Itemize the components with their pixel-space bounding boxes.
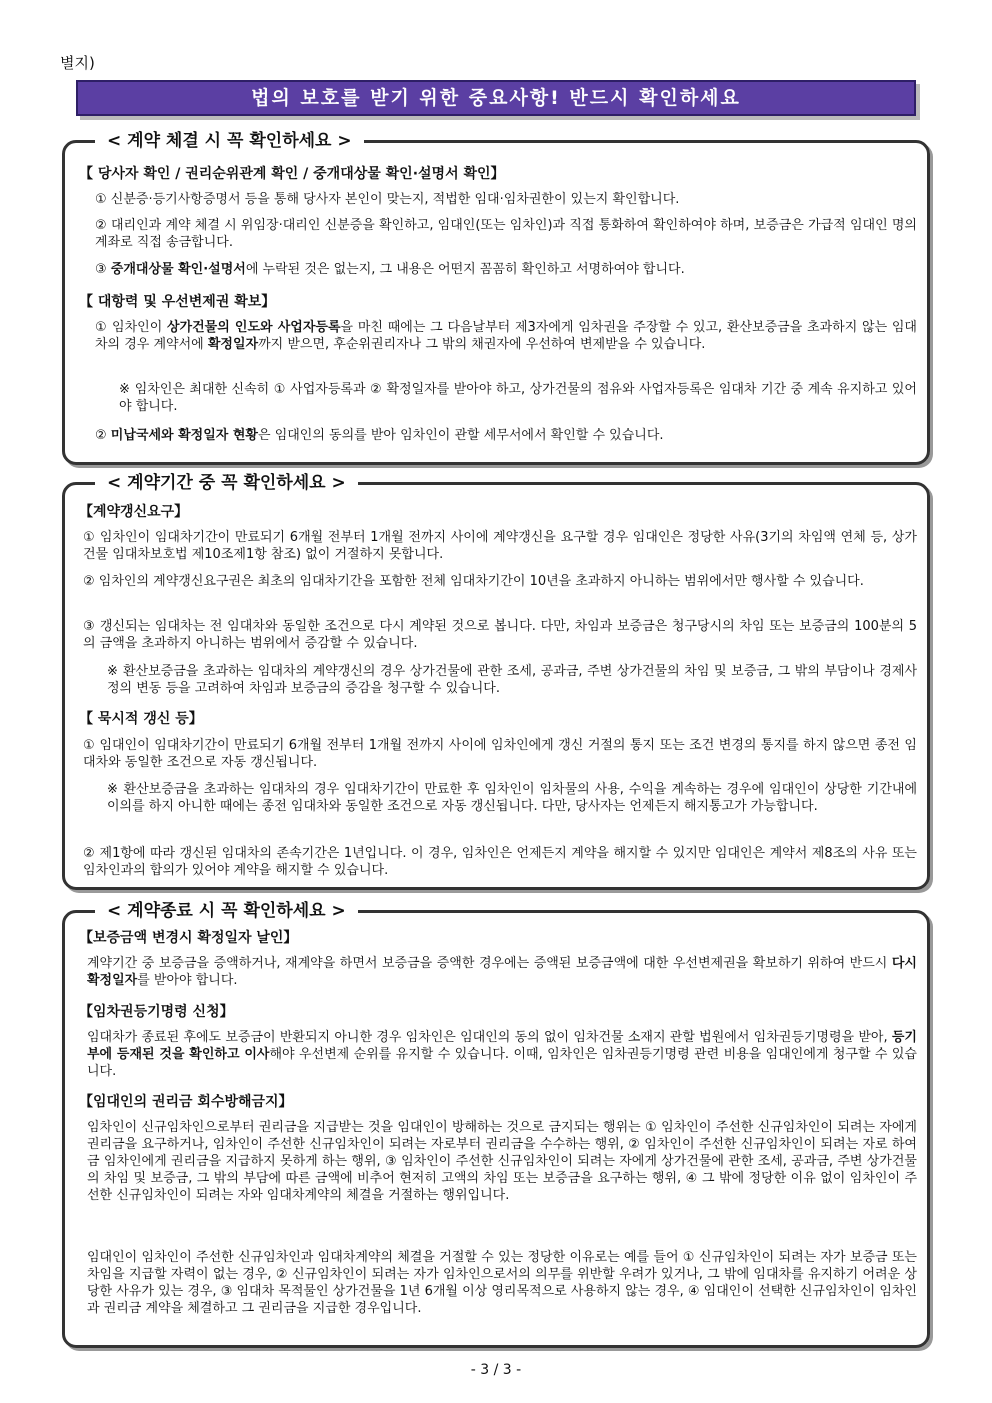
page-label: 별지) [60, 54, 95, 72]
section-contract-termination [62, 901, 930, 1348]
section-title: < 계약종료 시 꼭 확인하세요 > [95, 899, 358, 923]
section-contract-signing [62, 131, 930, 465]
subheading: 【 대항력 및 우선변제권 확보】 [79, 294, 276, 310]
list-item: ② 대리인과 계약 체결 시 위임장·대리인 신분증을 확인하고, 임대인(또는 임차인)과 직접 통화하여 확인하여야 하며, 보증금은 가급적 임대인 명의 계좌로 직접 송금합니다. [95, 218, 917, 250]
paragraph: 임대차가 종료된 후에도 보증금이 반환되지 아니한 경우 임차인은 임대인의 동의 없이 임차건물 소재지 관할 법원에서 임차권등기명령을 받아, 등기부에 등재된 것을 확인하고 이사해야 우선변제 순위를 유지할 수 있습니다. 이때, 임차인은 임차권등기명령 관련 비용을 임대인에게 청구할 수 있습니다. [87, 1030, 917, 1079]
section-title: < 계약 체결 시 꼭 확인하세요 > [95, 129, 364, 153]
paragraph: 계약기간 중 보증금을 증액하거나, 재계약을 하면서 보증금을 증액한 경우에는 증액된 보증금액에 대한 우선변제권을 확보하기 위하여 반드시 다시 확정일자를 받아야 합니다. [87, 956, 917, 988]
list-item: ② 제1항에 따라 갱신된 임대차의 존속기간은 1년입니다. 이 경우, 임차인은 언제든지 계약을 해지할 수 있지만 임대인은 계약서 제8조의 사유 또는 임차인과의 합의가 있어야 계약을 해지할 수 있습니다. [83, 846, 917, 878]
page-banner: 법의 보호를 받기 위한 중요사항! 반드시 확인하세요 [76, 80, 916, 116]
section-contract-period [62, 473, 930, 890]
note-item: ※ 환산보증금을 초과하는 임대차의 계약갱신의 경우 상가건물에 관한 조세, 공과금, 주변 상가건물의 차임 및 보증금, 그 밖의 부담이나 경제사정의 변동 등을 고려하여 차임과 보증금의 증감을 청구할 수 있습니다. [107, 664, 917, 696]
list-item: ③ 갱신되는 임대차는 전 임대차와 동일한 조건으로 다시 계약된 것으로 봅니다. 다만, 차임과 보증금은 청구당시의 차임 또는 보증금의 100분의 5의 금액을 초과하지 아니하는 범위에서 증감할 수 있습니다. [83, 619, 917, 651]
subheading: 【계약갱신요구】 [79, 504, 189, 520]
subheading: 【임대인의 권리금 회수방해금지】 [79, 1094, 293, 1110]
subheading: 【임차권등기명령 신청】 [79, 1004, 234, 1020]
list-item: ③ 중개대상물 확인·설명서에 누락된 것은 없는지, 그 내용은 어떤지 꼼꼼히 확인하고 서명하여야 합니다. [95, 262, 685, 277]
list-item: ① 임대인이 임대차기간이 만료되기 6개월 전부터 1개월 전까지 사이에 임차인에게 갱신 거절의 통지 또는 조건 변경의 통지를 하지 않으면 종전 임대차와 동일한 조건으로 자동 갱신됩니다. [83, 738, 917, 770]
section-title: < 계약기간 중 꼭 확인하세요 > [95, 471, 358, 495]
subheading: 【보증금액 변경시 확정일자 날인】 [79, 930, 298, 946]
subheading: 【 묵시적 갱신 등】 [79, 711, 203, 727]
page-number: - 3 / 3 - [470, 1362, 522, 1378]
paragraph: 임대인이 임차인이 주선한 신규임차인과 임대차계약의 체결을 거절할 수 있는 정당한 이유로는 예를 들어 ① 신규임차인이 되려는 자가 보증금 또는 차임을 지급할 자력이 없는 경우, ② 신규임차인이 되려는 자가 임차인으로서의 의무를 위반할 우려가 있거나, 그 밖에 임대차를 유지하기 어려운 상당한 사유가 있는 경우, ③ 임대차 목적물인 상가건물을 1년 6개월 이상 영리목적으로 사용하지 않는 경우, ④ 임대인이 선택한 신규임차인이 임차인과 권리금 계약을 체결하고 그 권리금을 지급한 경우입니다. [87, 1250, 917, 1316]
subheading: 【 당사자 확인 / 권리순위관계 확인 / 중개대상물 확인·설명서 확인】 [79, 166, 505, 182]
list-item: ① 임차인이 상가건물의 인도와 사업자등록을 마친 때에는 그 다음날부터 제3자에게 임차권을 주장할 수 있고, 환산보증금을 초과하지 않는 임대차의 경우 계약서에 확정일자까지 받으면, 후순위권리자나 그 밖의 채권자에 우선하여 변제받을 수 있습니다. [95, 320, 917, 352]
list-item: ① 신분증·등기사항증명서 등을 통해 당사자 본인이 맞는지, 적법한 임대·임차권한이 있는지 확인합니다. [95, 192, 680, 207]
list-item: ② 임차인의 계약갱신요구권은 최초의 임대차기간을 포함한 전체 임대차기간이 10년을 초과하지 아니하는 범위에서만 행사할 수 있습니다. [83, 574, 864, 589]
list-item: ① 임차인이 임대차기간이 만료되기 6개월 전부터 1개월 전까지 사이에 계약갱신을 요구할 경우 임대인은 정당한 사유(3기의 차임액 연체 등, 상가건물 임대차보호법 제10조제1항 참조) 없이 거절하지 못합니다. [83, 530, 917, 562]
note-item: ※ 임차인은 최대한 신속히 ① 사업자등록과 ② 확정일자를 받아야 하고, 상가건물의 점유와 사업자등록은 임대차 기간 중 계속 유지하고 있어야 합니다. [119, 382, 917, 414]
list-item: ② 미납국세와 확정일자 현황은 임대인의 동의를 받아 임차인이 관할 세무서에서 확인할 수 있습니다. [95, 428, 664, 443]
note-item: ※ 환산보증금을 초과하는 임대차의 경우 임대차기간이 만료한 후 임차인이 임차물의 사용, 수익을 계속하는 경우에 임대인이 상당한 기간내에 이의를 하지 아니한 때에는 종전 임대차와 동일한 조건으로 자동 갱신됩니다. 다만, 당사자는 언제든지 해지통고가 가능합니다. [107, 782, 917, 814]
paragraph: 임차인이 신규임차인으로부터 권리금을 지급받는 것을 임대인이 방해하는 것으로 금지되는 행위는 ① 임차인이 주선한 신규임차인이 되려는 자에게 권리금을 요구하거나, 임차인이 주선한 신규임차인이 되려는 자로부터 권리금을 수수하는 행위, ② 임차인이 주선한 신규임차인이 되려는 자로 하여금 임차인에게 권리금을 지급하지 못하게 하는 행위, ③ 임차인이 주선한 신규임차인이 되려는 자에게 상가건물에 관한 조세, 공과금, 주변 상가건물의 차임 및 보증금, 그 밖의 부담에 따른 금액에 비추어 현저히 고액의 차임 또는 보증금을 요구하는 행위, ④ 그 밖에 정당한 이유 없이 임차인이 주선한 신규임차인이 되려는 자와 임대차계약의 체결을 거절하는 행위입니다. [87, 1120, 917, 1203]
